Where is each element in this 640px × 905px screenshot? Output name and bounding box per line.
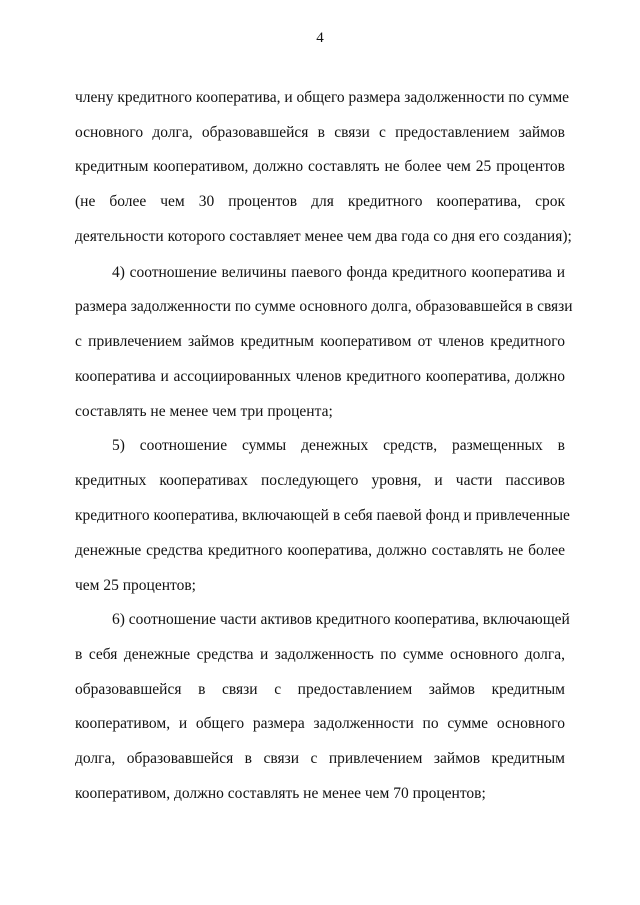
text-line: чем 25 процентов;: [75, 577, 196, 594]
text-line: размера задолженности по сумме основного долга, образовавшейся в связи: [75, 298, 573, 315]
text-line: с привлечением займов кредитным кооперативом от членов кредитного: [75, 333, 565, 350]
text-line: 4) соотношение величины паевого фонда кредитного кооператива и: [112, 264, 565, 281]
text-line: составлять не менее чем три процента;: [75, 403, 333, 420]
text-line: 6) соотношение части активов кредитного кооператива, включающей: [112, 611, 570, 628]
text-line: деятельности которого составляет менее чем два года со дня его создания);: [75, 228, 572, 245]
text-line: кредитных кооперативах последующего уровня, и части пассивов: [75, 472, 565, 489]
text-line: кооперативом, и общего размера задолженности по сумме основного: [75, 715, 565, 732]
text-line: кооператива и ассоциированных членов кредитного кооператива, должно: [75, 368, 565, 385]
text-line: члену кредитного кооператива, и общего размера задолженности по сумме: [75, 89, 570, 106]
text-line: в себя денежные средства и задолженность по сумме основного долга,: [75, 646, 565, 663]
text-line: кредитным кооперативом, должно составлять не более чем 25 процентов: [75, 158, 565, 175]
text-line: долга, образовавшейся в связи с привлечением займов кредитным: [75, 750, 565, 767]
text-line: денежные средства кредитного кооператива, должно составлять не более: [75, 542, 565, 559]
text-line: 5) соотношение суммы денежных средств, размещенных в: [112, 437, 565, 454]
text-line: кредитного кооператива, включающей в себя паевой фонд и привлеченные: [75, 507, 570, 524]
text-line: кооперативом, должно составлять не менее чем 70 процентов;: [75, 785, 486, 802]
text-line: образовавшейся в связи с предоставлением займов кредитным: [75, 681, 565, 698]
text-line: (не более чем 30 процентов для кредитного кооператива, срок: [75, 193, 565, 210]
page-number: 4: [316, 30, 324, 46]
text-line: основного долга, образовавшейся в связи с предоставлением займов: [75, 124, 565, 141]
